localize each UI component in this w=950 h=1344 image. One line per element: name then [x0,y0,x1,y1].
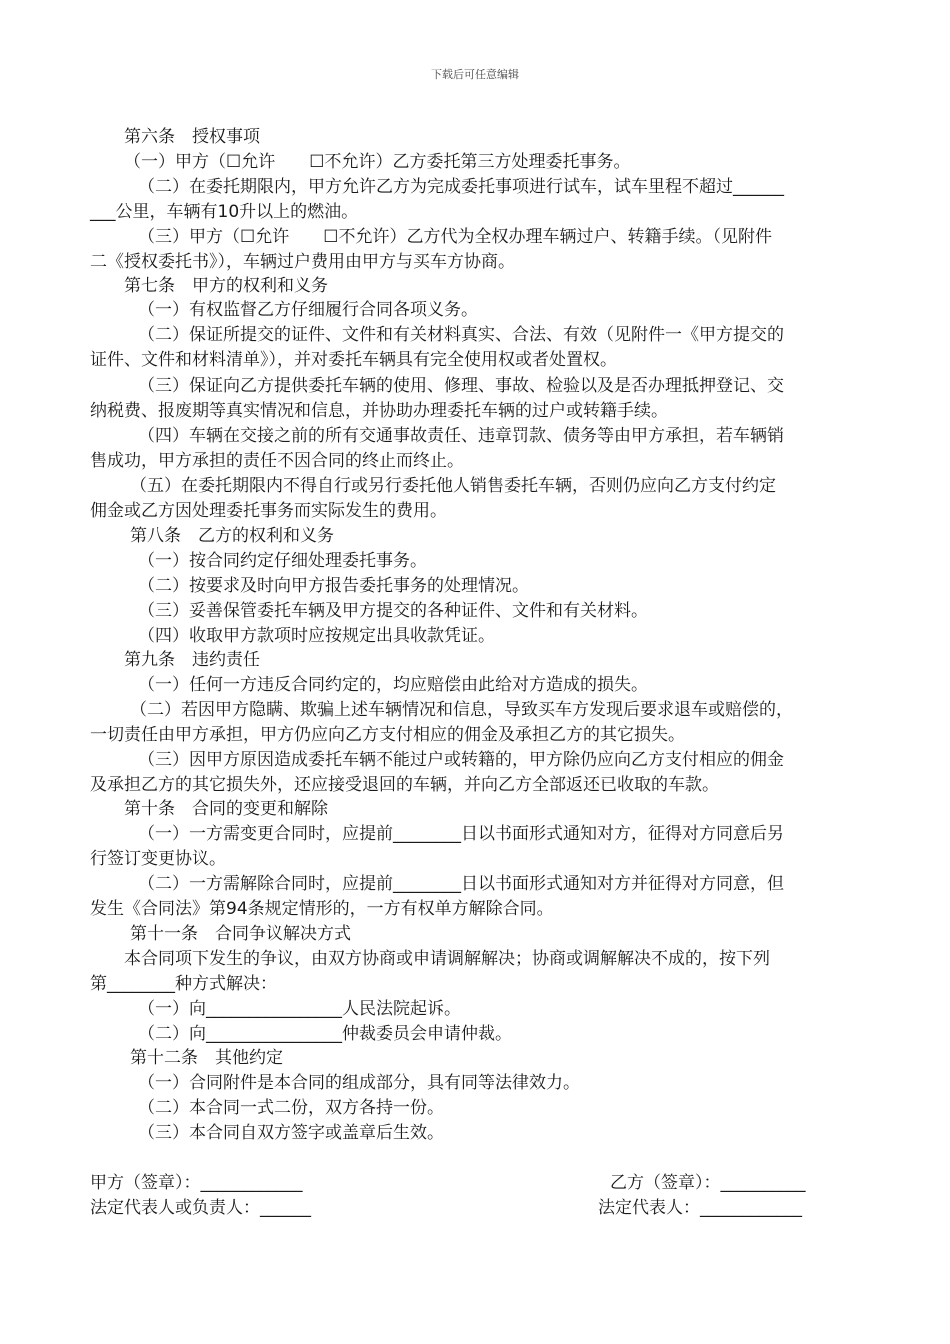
clause-text: （二）向________________仲裁委员会申请仲裁。 [138,1024,512,1044]
clause-text: （二）一方需解除合同时，应提前________日以书面形式通知对方并征得对方同意，但 [138,874,784,894]
clause-text: 及承担乙方的其它损失外，还应接受退回的车辆，并向乙方全部返还已收取的车款。 [90,775,719,795]
clause-text: （一）一方需变更合同时，应提前________日以书面形式通知对方，征得对方同意后另 [138,824,784,844]
article-12-heading: 第十二条 其他约定 [130,1048,283,1068]
clause-text: （五）在委托期限内不得自行或另行委托他人销售委托车辆，否则仍应向乙方支付约定 [130,476,776,496]
clause-text: 一切责任由甲方承担，甲方仍应向乙方支付相应的佣金及承担乙方的其它损失。 [90,725,685,745]
clause-text: 本合同项下发生的争议，由双方协商或申请调解解决；协商或调解解决不成的，按下列 [124,949,770,969]
clause-text: 第________种方式解决： [90,974,277,994]
clause-text: （四）车辆在交接之前的所有交通事故责任、违章罚款、债务等由甲方承担，若车辆销 [138,426,784,446]
clause-text: （一）向________________人民法院起诉。 [138,999,461,1019]
article-8-heading: 第八条 乙方的权利和义务 [130,526,334,546]
article-11-heading: 第十一条 合同争议解决方式 [130,924,351,944]
clause-text: （二）本合同一式二份，双方各持一份。 [138,1098,444,1118]
clause-text: ___公里，车辆有10升以上的燃油。 [90,202,359,222]
page-header: 下载后可任意编辑 [431,68,519,81]
article-10-heading: 第十条 合同的变更和解除 [124,799,328,819]
clause-text: （三）因甲方原因造成委托车辆不能过户或转籍的，甲方除仍应向乙方支付相应的佣金 [138,750,784,770]
clause-text: （三）本合同自双方签字或盖章后生效。 [138,1123,444,1143]
clause-text: （一）按合同约定仔细处理委托事务。 [138,551,427,571]
clause-text: 二《授权委托书》），车辆过户费用由甲方与买车方协商。 [90,252,515,272]
clause-text: （一）甲方（☐允许 ☐不允许）乙方委托第三方处理委托事务。 [124,152,631,172]
clause-text: 证件、文件和材料清单》），并对委托车辆具有完全使用权或者处置权。 [90,350,617,370]
clause-text: （三）甲方（☐允许 ☐不允许）乙方代为全权办理车辆过户、转籍手续。（见附件 [138,227,772,247]
clause-text: （二）在委托期限内，甲方允许乙方为完成委托事项进行试车，试车里程不超过______ [138,177,784,197]
article-6-heading: 第六条 授权事项 [124,127,260,147]
party-b-representative: 法定代表人：____________ [598,1198,802,1218]
party-b-seal: 乙方（签章）：__________ [610,1173,806,1193]
clause-text: （一）合同附件是本合同的组成部分，具有同等法律效力。 [138,1073,580,1093]
clause-text: （二）按要求及时向甲方报告委托事务的处理情况。 [138,576,529,596]
clause-text: （三）妥善保管委托车辆及甲方提交的各种证件、文件和有关材料。 [138,601,648,621]
party-a-representative: 法定代表人或负责人：______ [90,1198,311,1218]
clause-text: 纳税费、报废期等真实情况和信息，并协助办理委托车辆的过户或转籍手续。 [90,401,668,421]
party-a-seal: 甲方（签章）：____________ [90,1173,303,1193]
clause-text: 佣金或乙方因处理委托事务而实际发生的费用。 [90,501,447,521]
article-7-heading: 第七条 甲方的权利和义务 [124,276,328,296]
clause-text: （二）若因甲方隐瞒、欺骗上述车辆情况和信息，导致买车方发现后要求退车或赔偿的， [130,700,793,720]
clause-text: （三）保证向乙方提供委托车辆的使用、修理、事故、检验以及是否办理抵押登记、交 [138,376,784,396]
clause-text: 行签订变更协议。 [90,849,226,869]
clause-text: （四）收取甲方款项时应按规定出具收款凭证。 [138,626,495,646]
clause-text: 发生《合同法》第94条规定情形的，一方有权单方解除合同。 [90,899,554,919]
clause-text: （一）任何一方违反合同约定的，均应赔偿由此给对方造成的损失。 [138,675,648,695]
article-9-heading: 第九条 违约责任 [124,650,260,670]
clause-text: （一）有权监督乙方仔细履行合同各项义务。 [138,300,478,320]
clause-text: 售成功，甲方承担的责任不因合同的终止而终止。 [90,451,464,471]
clause-text: （二）保证所提交的证件、文件和有关材料真实、合法、有效（见附件一《甲方提交的 [138,325,784,345]
